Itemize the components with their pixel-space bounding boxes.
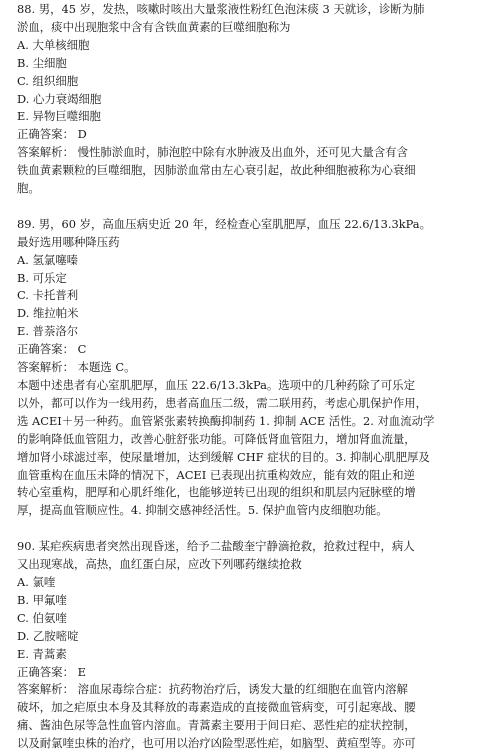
analysis-line: 厚，提高血管顺应性。4. 抑制交感神经活性。5. 保护血管内皮细胞功能。 [17, 503, 388, 518]
option-b: B. 尘细胞 [17, 55, 67, 70]
analysis-line: 答案解析： 慢性肺淤血时，肺泡腔中除有水肿液及出血外，还可见大量含有含 [17, 145, 408, 160]
option-b: B. 可乐定 [17, 270, 67, 285]
option-d: D. 心力衰竭细胞 [17, 91, 102, 106]
question-stem-line: 88. 男，45 岁，发热，咳嗽时咳出大量浆液性粉红色泡沫痰 3 天就诊，诊断为肺 [17, 2, 425, 16]
option-c: C. 组织细胞 [17, 73, 79, 88]
analysis-line: 痛、酱油色尿等急性血管内溶血。青蒿素主要用于间日疟、恶性疟的症状控制， [17, 718, 416, 733]
analysis-line: 转心室重构，肥厚和心肌纤维化，也能够逆转已出现的组织和肌层内冠脉壁的增 [17, 485, 416, 500]
question-separator [17, 198, 464, 216]
analysis-line: 答案解析： 本题选 C。 [17, 360, 136, 375]
option-d: D. 乙胺嘧啶 [17, 628, 79, 643]
question-stem-line: 又出现寒战，高热，血红蛋白尿，应改下列哪药继续抢救 [17, 557, 302, 572]
question-stem-line: 最好选用哪种降压药 [17, 234, 120, 249]
option-e: E. 异物巨噬细胞 [17, 109, 101, 124]
question-separator [17, 520, 464, 538]
option-a: A. 氯喹 [17, 574, 56, 589]
analysis-line: 选 ACEI＋另一种药。血管紧张素转换酶抑制药 1. 抑制 ACE 活性。2. 对血流动学 [17, 413, 435, 428]
correct-answer: 正确答案： E [17, 664, 86, 679]
analysis-line: 答案解析： 溶血尿毒综合症：抗药物治疗后，诱发大量的红细胞在血管内溶解 [17, 682, 408, 697]
question-stem-line: 淤血，痰中出现胞浆中含有含铁血黄素的巨噬细胞称为 [17, 19, 291, 34]
analysis-line: 以及耐氯喹虫株的治疗，也可用以治疗凶险型恶性疟，如脑型、黄疸型等。亦可 [17, 736, 416, 751]
question-stem-line: 90. 某疟疾病患者突然出现昏迷，给予二盐酸奎宁静滴抢救，抢救过程中，病人 [17, 539, 415, 554]
analysis-line: 的影响降低血管阻力，改善心脏舒张功能。可降低肾血管阻力，增加肾血流量， [17, 431, 416, 446]
correct-answer: 正确答案： C [17, 342, 87, 357]
question-88 [17, 1, 464, 198]
analysis-line: 破坏，加之疟原虫本身及其释放的毒素造成的直接微血管病变，可引起寒战、腰 [17, 700, 416, 715]
option-a: A. 氢氯噻嗪 [17, 252, 79, 267]
option-d: D. 维拉帕米 [17, 306, 79, 321]
question-89 [17, 216, 464, 520]
analysis-line: 本题中述患者有心室肌肥厚，血压 22.6/13.3kPa。选项中的几种药除了可乐定 [17, 378, 415, 393]
question-90 [17, 538, 464, 753]
option-e: E. 青蒿素 [17, 646, 67, 661]
option-c: C. 伯氨喹 [17, 610, 67, 625]
option-a: A. 大单核细胞 [17, 37, 90, 52]
analysis-line: 以外，都可以作为一线用药，患者高血压二级，需二联用药，考虑心肌保护作用， [17, 395, 428, 410]
analysis-line: 增加肾小球滤过率，使尿量增加，达到缓解 CHF 症状的目的。3. 抑制心肌肥厚及 [17, 449, 430, 464]
option-e: E. 普萘洛尔 [17, 324, 79, 339]
question-stem-line: 89. 男，60 岁，高血压病史近 20 年，经检查心室肌肥厚，血压 22.6/13.3kPa。 [17, 216, 431, 231]
option-c: C. 卡托普利 [17, 288, 79, 303]
option-b: B. 甲氟喹 [17, 592, 67, 607]
correct-answer: 正确答案： D [17, 127, 87, 142]
analysis-line: 铁血黄素颗粒的巨噬细胞，因肺淤血常由左心衰引起，故此种细胞被称为心衰细 [17, 163, 416, 178]
analysis-line: 血管重构在血压未降的情况下，ACEI 已表现出抗重构效应，能有效的阻止和逆 [17, 467, 415, 482]
analysis-line: 胞。 [17, 181, 40, 196]
